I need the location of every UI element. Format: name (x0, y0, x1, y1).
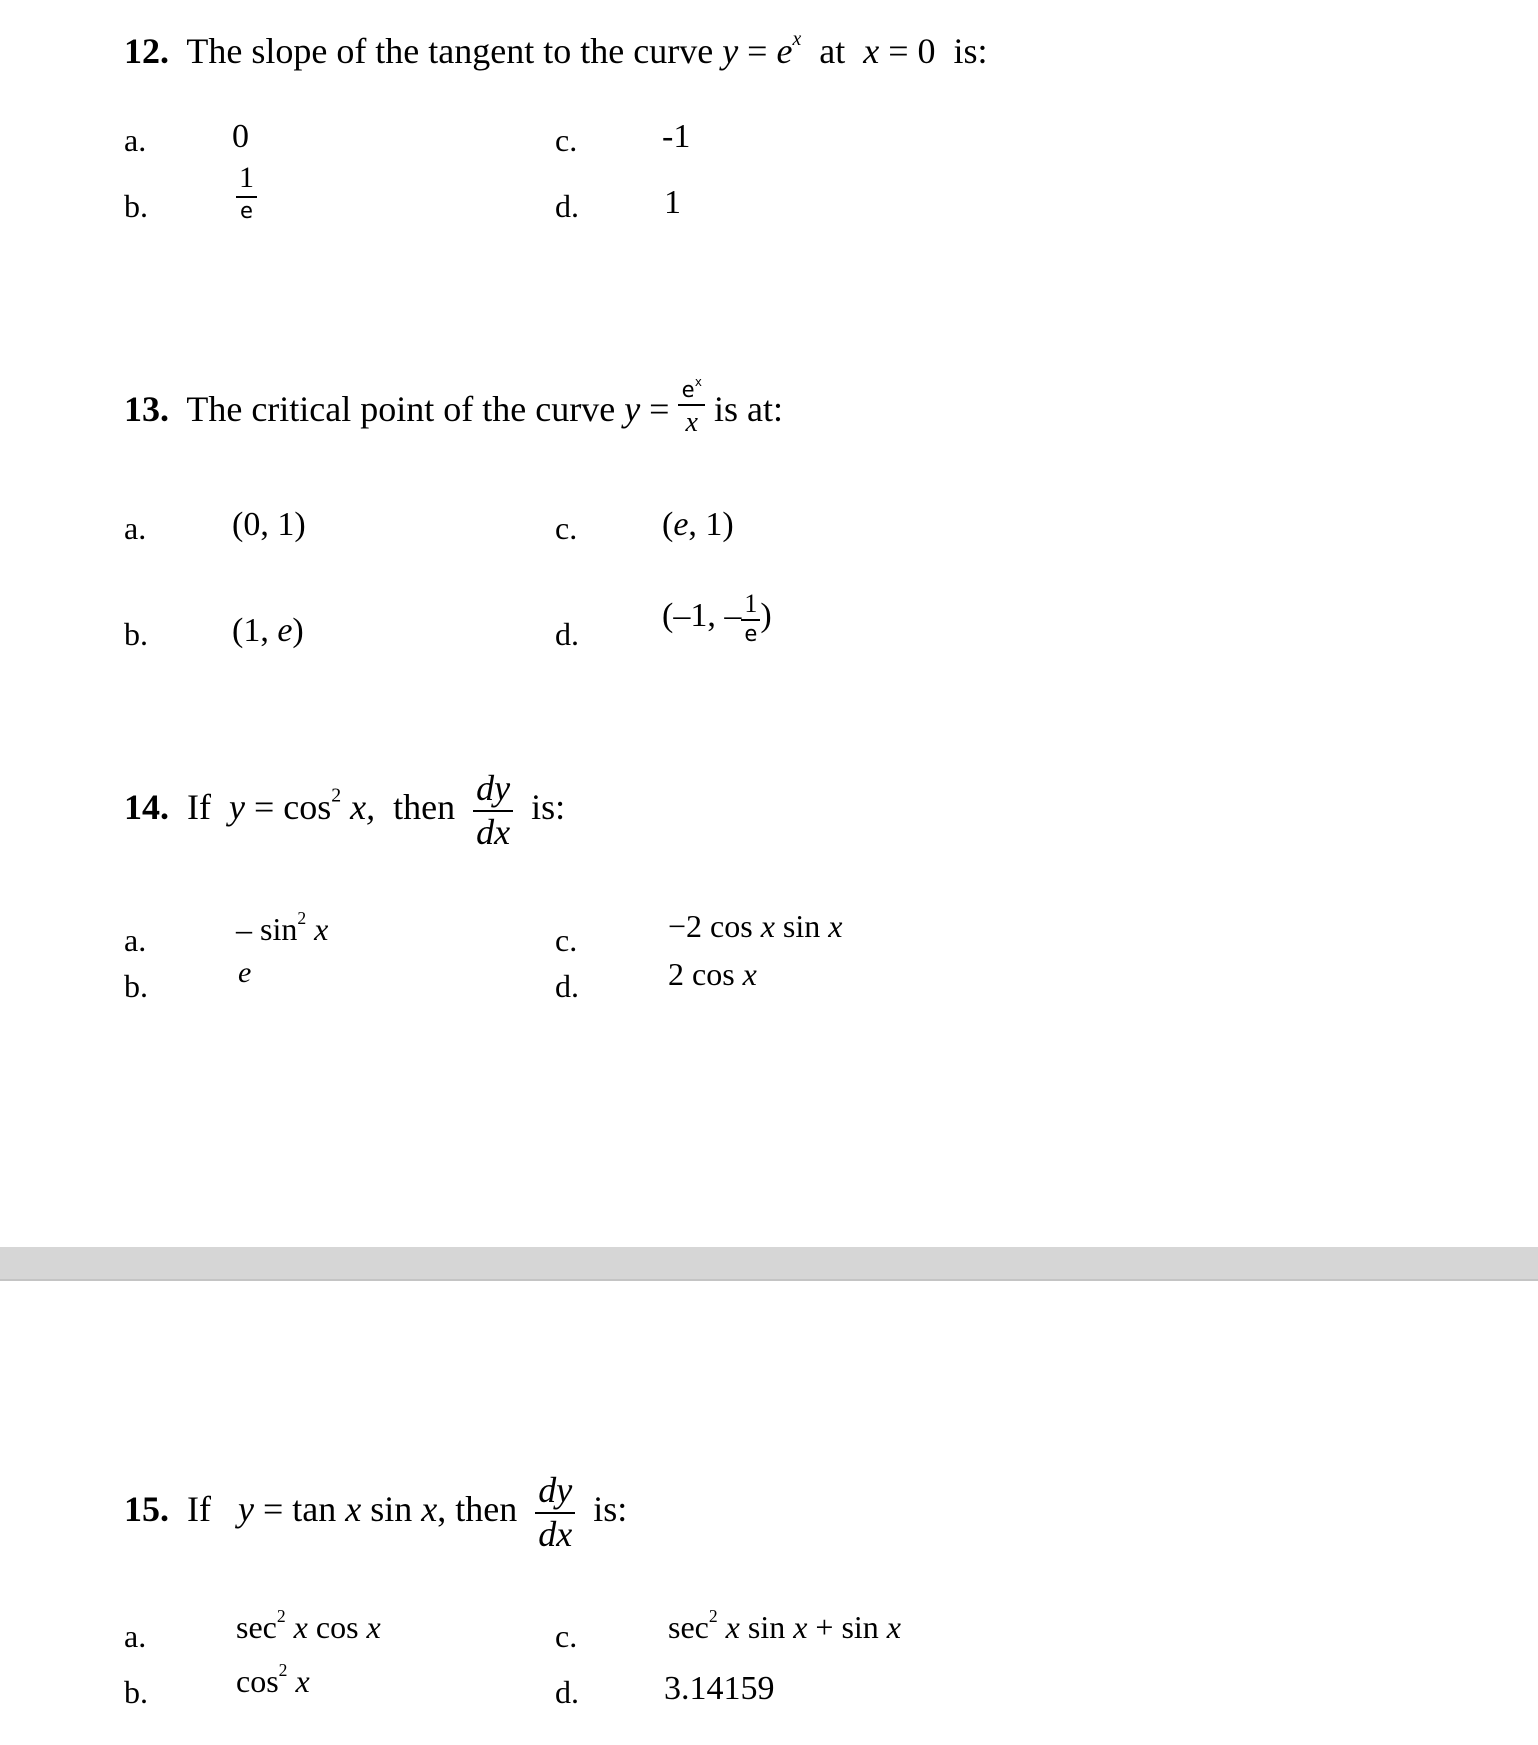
option-b-answer[interactable] (236, 162, 257, 223)
question-text: If (187, 787, 211, 828)
question-13-stem: 13. The critical point of the curve y = $\frac{e^x}{x}$ is at: (124, 375, 784, 439)
option-label: b. (124, 188, 148, 224)
question-12-stem: 12. The slope of the tangent to the curve $y = e^x$ at x = 0 is: (124, 28, 988, 71)
option-label: c. (555, 1618, 578, 1654)
option-a-answer[interactable]: (0, 1) (232, 506, 306, 543)
derivative-fraction: $\frac{dy}{dx}$ (473, 770, 513, 852)
option-c-answer[interactable]: −2 cos x sin x (668, 908, 843, 944)
option-a-answer[interactable]: – $\sin^2 x$ (236, 908, 329, 947)
option-label: d. (555, 968, 579, 1004)
fraction: $\frac{1}{e}$ (741, 590, 760, 646)
option-label: b. (124, 968, 148, 1004)
option-d-answer[interactable]: 2 cos x (668, 956, 757, 992)
option-label: b. (124, 1674, 148, 1710)
option-b-answer[interactable]: e (238, 956, 252, 989)
option-label: a. (124, 922, 147, 958)
question-number: 15. (124, 1489, 169, 1530)
option-label: d. (555, 1674, 579, 1710)
option-a-answer[interactable]: 0 (232, 118, 249, 155)
option-d-answer[interactable]: (–1, – $\frac{1}{e}$ ) (662, 589, 772, 648)
option-label: a. (124, 1618, 147, 1654)
option-a-answer[interactable]: $\sec^2 x$ cos x (236, 1606, 381, 1645)
question-text: The slope of the tangent to the curve (186, 30, 714, 71)
option-label: c. (555, 510, 578, 546)
option-label: a. (124, 510, 147, 546)
question-number: 14. (124, 787, 169, 828)
question-15-stem: 15. If y = tan x sin x, then $\frac{dy}{dx}$ is: (124, 1470, 628, 1554)
option-label: a. (124, 122, 147, 158)
option-d-answer[interactable]: 3.14159 (664, 1670, 775, 1707)
fraction: $\frac{1}{e}$ (236, 162, 257, 223)
option-c-answer[interactable]: (e, 1) (662, 506, 734, 543)
page-break-divider (0, 1247, 1538, 1281)
question-text: If (187, 1489, 211, 1530)
question-number: 13. (124, 389, 169, 429)
option-c-answer[interactable]: -1 (662, 118, 691, 155)
option-label: d. (555, 616, 579, 652)
option-label: d. (555, 188, 579, 224)
option-b-answer[interactable]: (1, e) (232, 612, 304, 649)
question-14-stem: 14. If $y = \cos^2 x$, then $\frac{dy}{dx}$ is: (124, 768, 566, 852)
derivative-fraction: $\frac{dy}{dx}$ (535, 1472, 575, 1554)
option-label: c. (555, 122, 578, 158)
option-label: b. (124, 616, 148, 652)
question-text: The critical point of the curve (186, 389, 616, 429)
option-c-answer[interactable]: $\sec^2 x$ sin x + sin x (668, 1606, 901, 1645)
option-d-answer[interactable]: 1 (664, 184, 681, 221)
option-label: c. (555, 922, 578, 958)
question-number: 12. (124, 30, 169, 71)
fraction: $\frac{e^x}{x}$ (678, 376, 705, 437)
option-b-answer[interactable]: $\cos^2 x$ (236, 1660, 310, 1699)
